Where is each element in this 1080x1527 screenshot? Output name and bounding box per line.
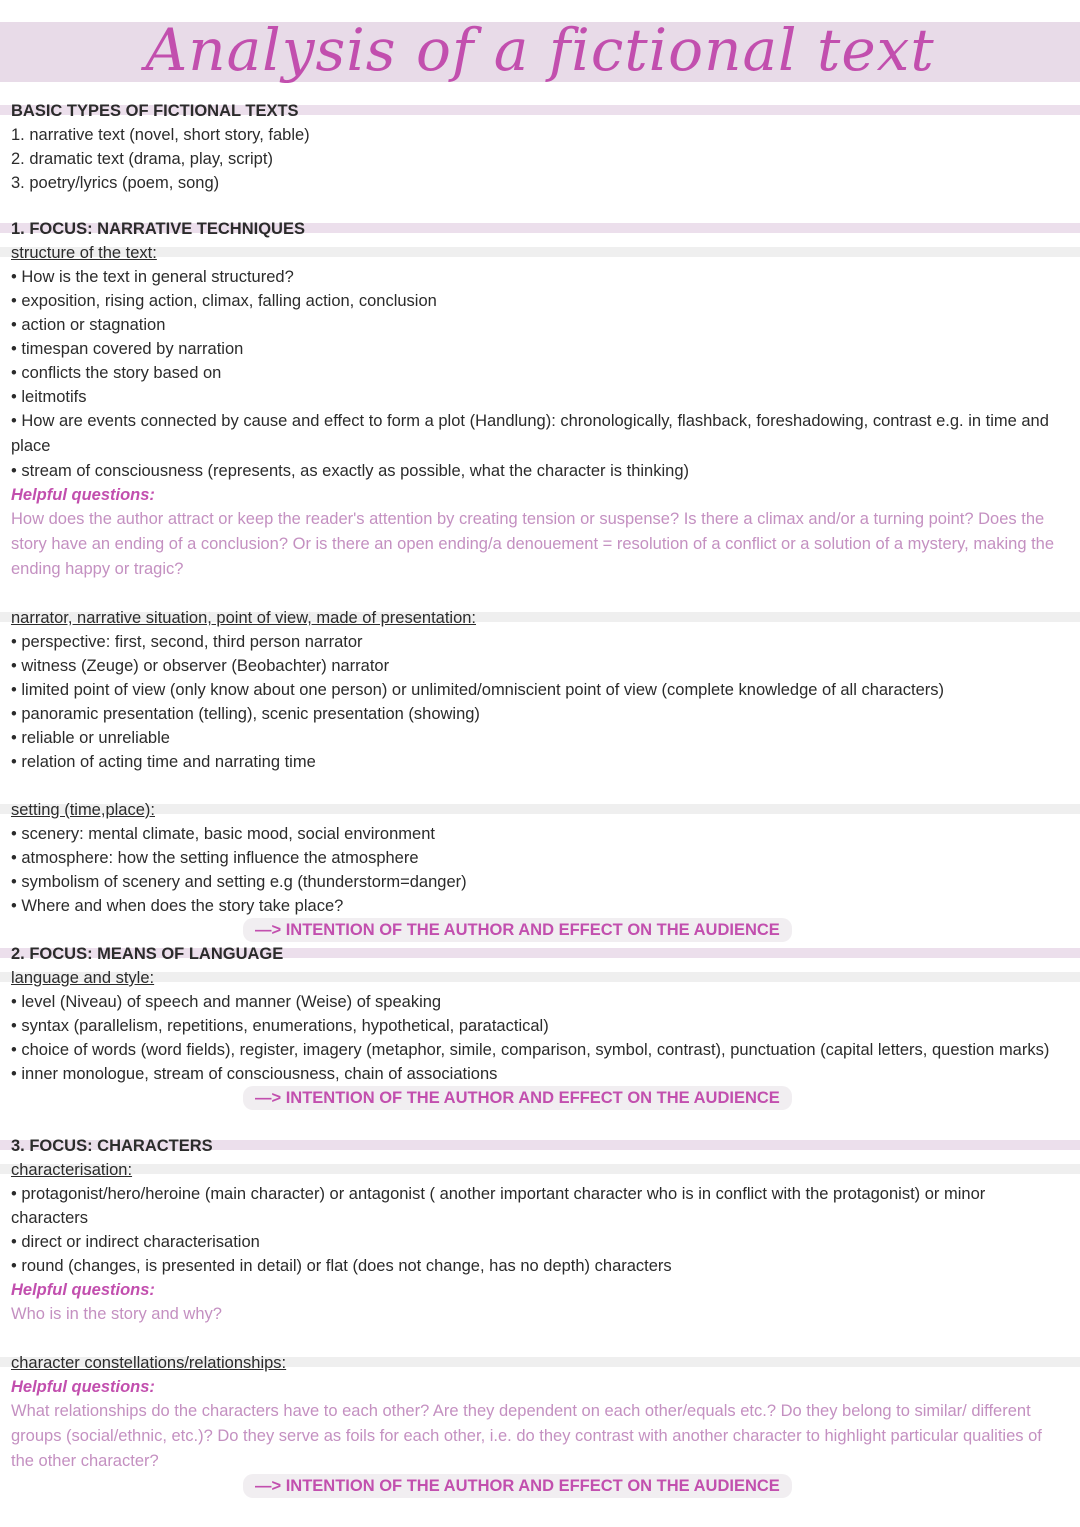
- subheading-structure: structure of the text:: [11, 241, 1063, 265]
- list-item: • atmosphere: how the setting influence the atmosphere: [11, 849, 419, 867]
- subheading-characterisation: characterisation:: [11, 1158, 1063, 1182]
- list-item: 2. dramatic text (drama, play, script): [11, 150, 273, 168]
- list-item: • symbolism of scenery and setting e.g (thunderstorm=danger): [11, 873, 467, 891]
- list-item: • choice of words (word fields), register, imagery (metaphor, simile, comparison, symbol, contrast), punctuation (capital letters, question marks): [11, 1041, 1050, 1059]
- subheading-setting: setting (time,place):: [11, 798, 1063, 822]
- list-item: • action or stagnation: [11, 316, 166, 334]
- section-heading-language: 2. FOCUS: MEANS OF LANGUAGE: [11, 942, 1063, 966]
- helpful-questions-label: Helpful questions:: [11, 1378, 155, 1396]
- list-item: • protagonist/hero/heroine (main character) or antagonist ( another important character who is in conflict with the protagonist) or minor characters: [11, 1185, 986, 1227]
- helpful-questions-text: Who is in the story and why?: [11, 1305, 222, 1323]
- list-item: • leitmotifs: [11, 388, 87, 406]
- document-body: [11, 99, 1063, 1498]
- list-item: • panoramic presentation (telling), scenic presentation (showing): [11, 705, 480, 723]
- list-item: • round (changes, is presented in detail) or flat (does not change, has no depth) characters: [11, 1257, 672, 1275]
- list-item: • Where and when does the story take place?: [11, 897, 344, 915]
- intention-banner: —> INTENTION OF THE AUTHOR AND EFFECT ON THE AUDIENCE: [243, 1086, 792, 1110]
- list-item: • inner monologue, stream of consciousness, chain of associations: [11, 1065, 498, 1083]
- list-item: • perspective: first, second, third person narrator: [11, 633, 363, 651]
- list-item: • witness (Zeuge) or observer (Beobachter) narrator: [11, 657, 390, 675]
- subheading-narrator: narrator, narrative situation, point of view, made of presentation:: [11, 606, 1063, 630]
- subheading-constellations: character constellations/relationships:: [11, 1351, 1063, 1375]
- list-item: • conflicts the story based on: [11, 364, 222, 382]
- list-item: • How is the text in general structured?: [11, 268, 294, 286]
- list-item: • syntax (parallelism, repetitions, enumerations, hypothetical, paratactical): [11, 1017, 549, 1035]
- helpful-questions-label: Helpful questions:: [11, 1281, 155, 1299]
- list-item: • reliable or unreliable: [11, 729, 170, 747]
- list-item: 1. narrative text (novel, short story, fable): [11, 126, 310, 144]
- list-item: • How are events connected by cause and effect to form a plot (Handlung): chronologically, flashback, foreshadowing, contrast e.g. in time and place: [11, 412, 1049, 455]
- helpful-questions-text: What relationships do the characters have to each other? Are they dependent on each other/equals etc.? Do they belong to similar/ different groups (social/ethnic, etc.)? Do they serve as foils for each other, i.e. do they contrast with another character to highlight particular qualities of the other character?: [11, 1402, 1042, 1470]
- list-item: • timespan covered by narration: [11, 340, 244, 358]
- intention-banner: —> INTENTION OF THE AUTHOR AND EFFECT ON THE AUDIENCE: [243, 918, 792, 942]
- list-item: • limited point of view (only know about one person) or unlimited/omniscient point of view (complete knowledge of all characters): [11, 681, 944, 699]
- section-heading-characters: 3. FOCUS: CHARACTERS: [11, 1134, 1063, 1158]
- section-heading-narrative: 1. FOCUS: NARRATIVE TECHNIQUES: [11, 217, 1063, 241]
- list-item: • direct or indirect characterisation: [11, 1233, 260, 1251]
- page-title: Analysis of a fictional text: [145, 16, 935, 84]
- list-item: • exposition, rising action, climax, falling action, conclusion: [11, 292, 437, 310]
- list-item: 3. poetry/lyrics (poem, song): [11, 174, 220, 192]
- helpful-questions-text: How does the author attract or keep the reader's attention by creating tension or suspense? Is there a climax and/or a turning point? Does the story have an ending of a conclusion? Or is there an open ending/a denouement = resolution of a conflict or a solution of a mystery, making the ending happy or tragic?: [11, 510, 1055, 578]
- section-heading-basic-types: BASIC TYPES OF FICTIONAL TEXTS: [11, 99, 1063, 123]
- list-item: • stream of consciousness (represents, as exactly as possible, what the character is thinking): [11, 462, 689, 480]
- helpful-questions-label: Helpful questions:: [11, 486, 155, 504]
- list-item: • level (Niveau) of speech and manner (Weise) of speaking: [11, 993, 442, 1011]
- list-item: • scenery: mental climate, basic mood, social environment: [11, 825, 435, 843]
- intention-banner: —> INTENTION OF THE AUTHOR AND EFFECT ON THE AUDIENCE: [243, 1474, 792, 1498]
- list-item: • relation of acting time and narrating time: [11, 753, 316, 771]
- subheading-language-style: language and style:: [11, 966, 1063, 990]
